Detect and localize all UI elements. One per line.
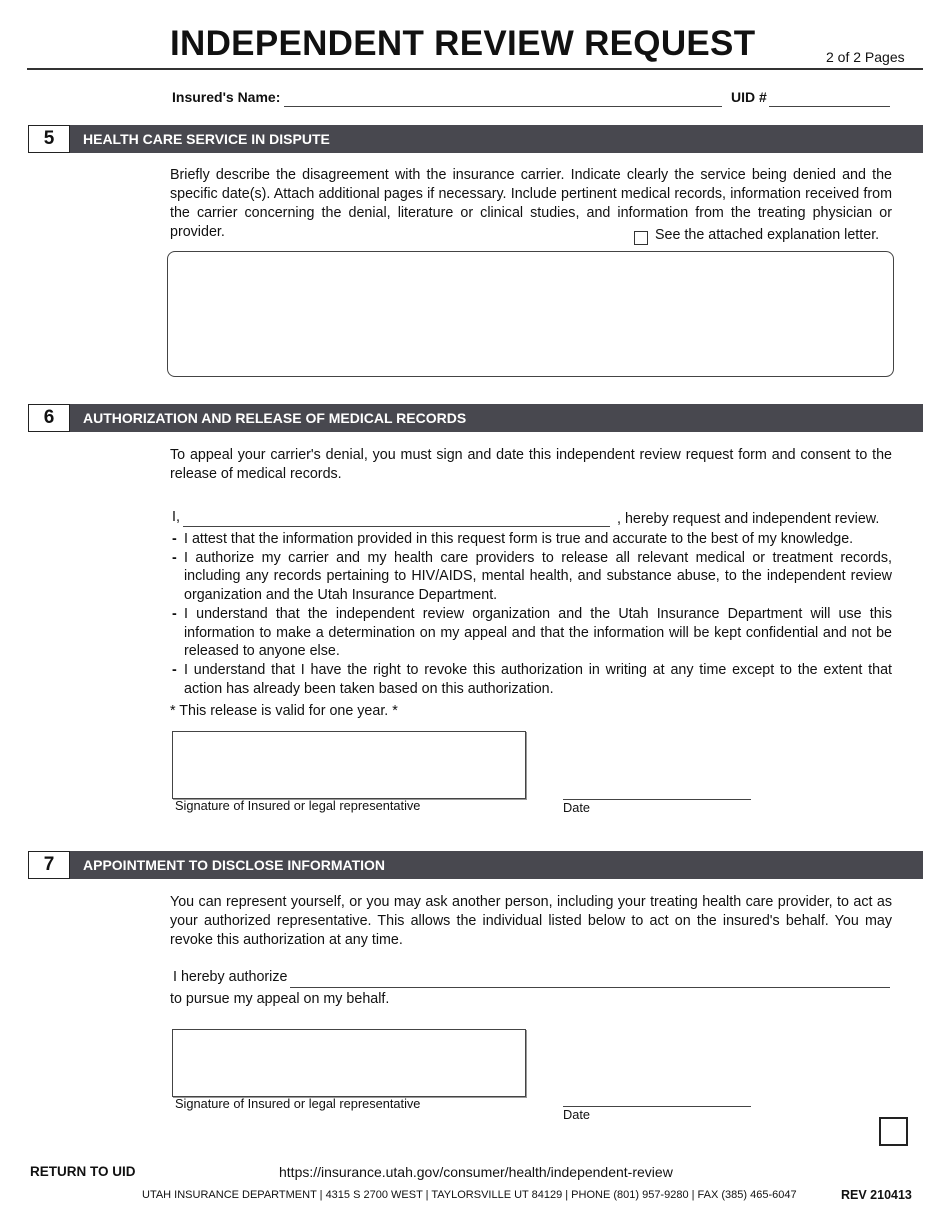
header-divider — [27, 68, 923, 70]
department-address: UTAH INSURANCE DEPARTMENT | 4315 S 2700 WEST | TAYLORSVILLE UT 84129 | PHONE (801) 957-9280 | FAX (385) 465-6047 — [142, 1189, 797, 1201]
i-label: I, — [172, 509, 180, 525]
bullet-dash: - — [172, 531, 177, 547]
section-6-date-field[interactable] — [563, 799, 751, 800]
authorized-representative-field[interactable] — [290, 987, 890, 988]
section-7-title: APPOINTMENT TO DISCLOSE INFORMATION — [70, 851, 923, 879]
revision-code: REV 210413 — [841, 1188, 912, 1202]
insured-name-label: Insured's Name: — [172, 89, 281, 105]
bullet-dash: - — [172, 661, 177, 678]
section-5-instructions: Briefly describe the disagreement with the insurance carrier. Indicate clearly the service being denied and the specific date(s). Attach additional pages if necessary. Include pertinent medical records, information received from the carrier concerning the denial, literature or clinical studies, and information from the treating physician or provider. — [170, 167, 892, 240]
page-count: 2 of 2 Pages — [826, 49, 905, 65]
section-7-date-label: Date — [563, 1107, 591, 1122]
section-7-number: 7 — [28, 851, 70, 879]
section-6-intro: To appeal your carrier's denial, you must sign and date this independent review request form and consent to the release of medical records. — [170, 447, 892, 482]
list-item: - I understand that the independent review organization and the Utah Insurance Department will use this information to make a determination on my appeal and that the information will be kept confidential and not be released to anyone else. — [172, 605, 892, 660]
dispute-description-field[interactable] — [167, 251, 894, 377]
insured-name-field[interactable] — [284, 106, 722, 107]
list-item: - I attest that the information provided in this request form is true and accurate to the best of my knowledge. — [172, 531, 854, 547]
list-item: - I authorize my carrier and my health care providers to release all relevant medical or treatment records, including any records pertaining to HIV/AIDS, mental health, and substance abuse, to the independent review organization and the Utah Insurance Department. — [172, 549, 892, 604]
form-title: INDEPENDENT REVIEW REQUEST — [170, 24, 756, 63]
authorize-label: I hereby authorize — [173, 969, 288, 985]
section-6-signature-label: Signature of Insured or legal representative — [175, 798, 421, 813]
uid-label: UID # — [731, 89, 767, 105]
office-use-box[interactable] — [879, 1117, 908, 1146]
section-6-title: AUTHORIZATION AND RELEASE OF MEDICAL RECORDS — [70, 404, 923, 432]
request-review-text: , hereby request and independent review. — [617, 511, 880, 527]
section-7-signature-field[interactable] — [172, 1029, 526, 1097]
section-7-signature-label: Signature of Insured or legal representative — [175, 1096, 421, 1111]
requester-name-field[interactable] — [183, 526, 610, 527]
section-6-date-label: Date — [563, 800, 591, 815]
explanation-letter-label: See the attached explanation letter. — [655, 227, 880, 243]
section-7-date-field[interactable] — [563, 1106, 751, 1107]
explanation-letter-checkbox[interactable] — [634, 231, 648, 245]
list-item: - I understand that I have the right to revoke this authorization in writing at any time except to the extent that action has already been taken based on this authorization. — [172, 661, 892, 697]
uid-field[interactable] — [769, 106, 890, 107]
bullet-dash: - — [172, 549, 177, 566]
review-url-link[interactable]: https://insurance.utah.gov/consumer/health/independent-review — [279, 1164, 673, 1180]
section-5-title: HEALTH CARE SERVICE IN DISPUTE — [70, 125, 923, 153]
authorization-list — [170, 530, 892, 698]
section-6-signature-field[interactable] — [172, 731, 526, 799]
release-validity-note: * This release is valid for one year. * — [170, 703, 398, 719]
pursue-appeal-text: to pursue my appeal on my behalf. — [170, 991, 390, 1007]
bullet-dash: - — [172, 605, 177, 622]
section-6-number: 6 — [28, 404, 70, 432]
section-5-number: 5 — [28, 125, 70, 153]
return-to-uid: RETURN TO UID — [30, 1164, 136, 1179]
section-7-intro: You can represent yourself, or you may ask another person, including your treating health care provider, to act as your authorized representative. This allows the individual listed below to act on the insured's behalf. You may revoke this authorization at any time. — [170, 894, 892, 948]
